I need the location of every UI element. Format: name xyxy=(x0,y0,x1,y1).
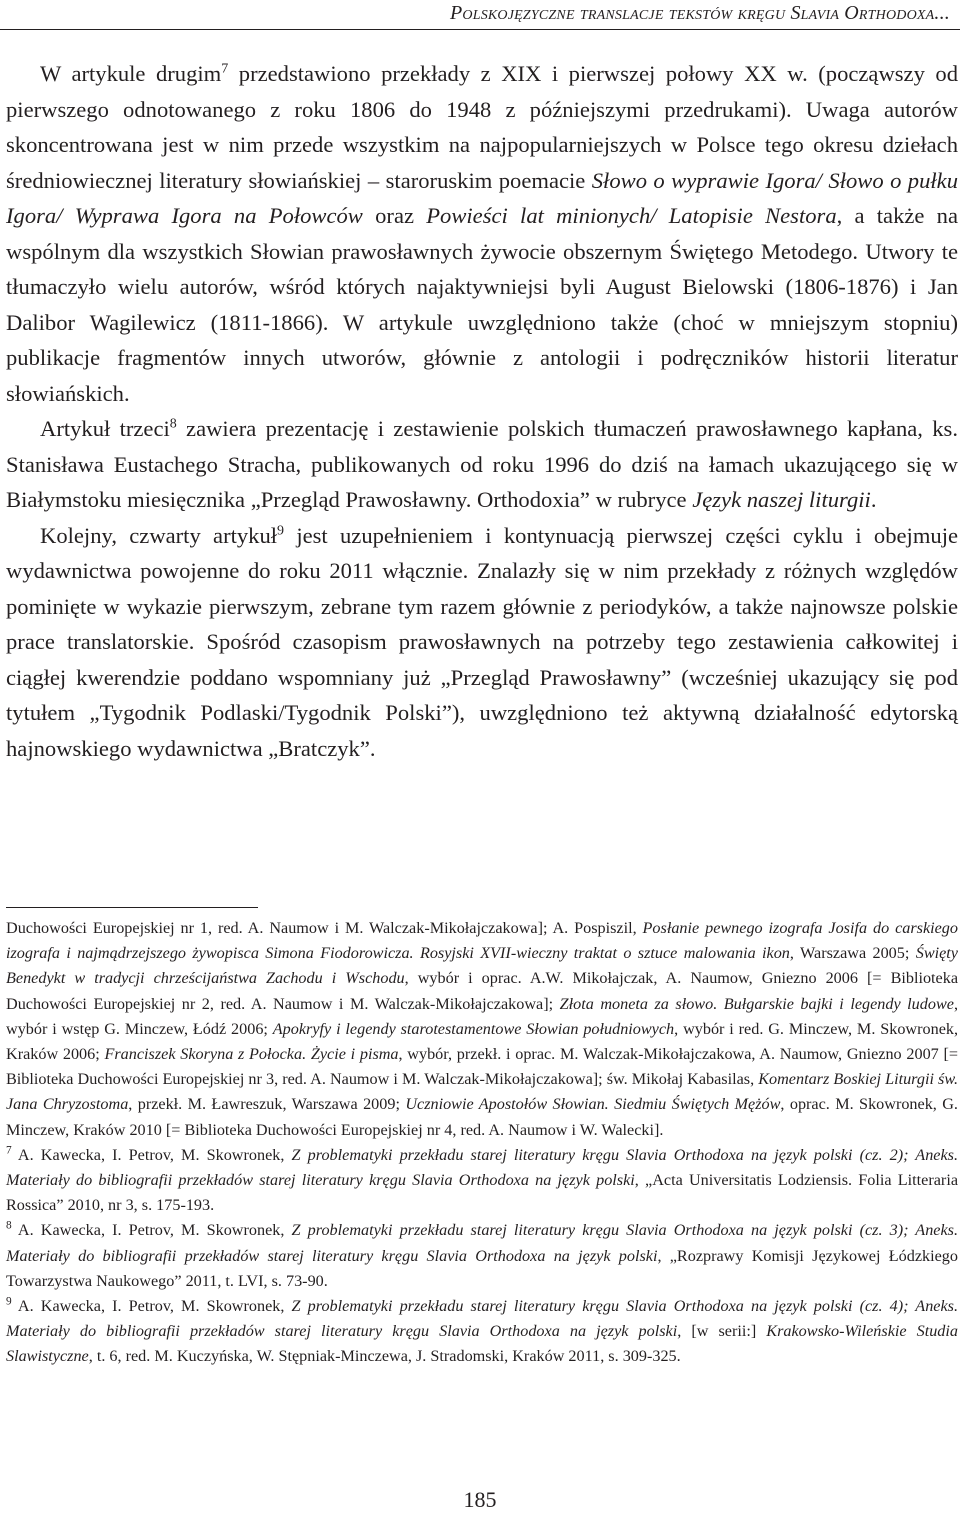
italic-text: Język naszej liturgii xyxy=(692,487,871,512)
italic-text: Franciszek Skoryna z Połocka. Życie i pisma xyxy=(104,1045,399,1064)
footnote-ref: 9 xyxy=(277,522,285,538)
italic-text: Z problematyki przekładu starej literatury kręgu Slavia Orthodoxa na język polski (cz. 2); Aneks. Materiały do bibliografii przekładów starej literatury kręgu Slavia Orthodoxa na język polski xyxy=(6,1145,959,1190)
text-run: A. Kawecka, I. Petrov, M. Skowronek, xyxy=(11,1297,292,1316)
text-run: A. Kawecka, I. Petrov, M. Skowronek, xyxy=(11,1221,292,1240)
italic-text: Z problematyki przekładu starej literatury kręgu Slavia Orthodoxa na język polski (cz. 3); Aneks. Materiały do bibliografii przekładów starej literatury kręgu Slavia Orthodoxa na język polski xyxy=(6,1221,959,1265)
header-rule xyxy=(0,29,960,30)
text-run: zawiera prezentację i zestawienie polskich tłumaczeń prawosławnego kapłana, ks. Stanisława Eustachego Stracha, publikowanych od roku 1996 do dziś na łamach ukazującego się w Białymstoku miesięcznika „Przegląd Prawosławny. Orthodoxia” w rubryce xyxy=(6,416,958,512)
footnote-continuation xyxy=(6,916,958,1143)
italic-text: Słowo o wyprawie Igora/ Słowo o pułku Igora/ Wyprawa Igora na Połowców xyxy=(6,167,959,228)
italic-text: Powieści lat minionych/ Latopisie Nestora xyxy=(426,203,837,228)
text-run: , „Rozprawy Komisji Językowej Łódzkiego Towarzystwa Naukowego” 2011, t. LVI, s. 73-90. xyxy=(6,1246,958,1290)
footnote-ref: 7 xyxy=(6,1144,12,1157)
footnote-8 xyxy=(6,1218,958,1294)
text-run: , wybór, przekł. i oprac. M. Walczak-Mikołajczakowa, A. Naumow, Gniezno 2007 [= Biblioteka Duchowości Europejskiej nr 3, red. A. Naumow i M. Walczak-Mikołajczakowa]; św. Mikołaj Kabasilas, xyxy=(6,1045,959,1089)
italic-text: Święty Benedykt w tradycji chrześcijaństwa Zachodu i Wschodu xyxy=(6,944,958,988)
paragraph-1 xyxy=(6,56,958,411)
paragraph-2 xyxy=(6,411,958,518)
footnote-ref: 8 xyxy=(169,416,177,432)
text-run: Duchowości Europejskiej nr 1, red. A. Naumow i M. Walczak-Mikołajczakowa]; A. Pospiszil, xyxy=(6,919,643,937)
page-number: 185 xyxy=(463,1487,497,1512)
paragraph-3 xyxy=(6,518,958,767)
footnotes xyxy=(6,916,958,1370)
text-run: , Warszawa 2005; xyxy=(789,944,916,963)
body-text xyxy=(6,56,958,766)
footnote-7 xyxy=(6,1143,958,1219)
footnote-rule xyxy=(6,907,258,908)
text-run: , [w serii:] xyxy=(677,1322,767,1341)
text-run: , oprac. M. Skowronek, G. Minczew, Kraków 2010 [= Biblioteka Duchowości Europejskiej nr 4, red. A. Naumow i W. Walecki]. xyxy=(6,1095,958,1139)
italic-text: Komentarz Boskiej Liturgii św. Jana Chryzostoma xyxy=(6,1070,958,1114)
text-run: W artykule drugim xyxy=(40,61,222,86)
text-run: , wybór i red. G. Minczew, M. Skowronek, Kraków 2006; xyxy=(6,1019,959,1064)
italic-text: Złota moneta za słowo. Bułgarskie bajki i legendy ludowe xyxy=(559,994,954,1013)
footnote-ref: 9 xyxy=(6,1295,12,1308)
text-run: oraz xyxy=(362,203,427,228)
italic-text: Posłanie pewnego izografa Josifa do carskiego izografa i najmądrzejszego żywopisca Simona Fiodorowicza. Rosyjski XVII-wieczny traktat o sztuce malowania ikon xyxy=(6,919,958,963)
text-run: , t. 6, red. M. Kuczyńska, W. Stępniak-Minczewa, J. Stradomski, Kraków 2011, s. 309-325. xyxy=(88,1347,681,1366)
text-run: , wybór i oprac. A.W. Mikołajczak, A. Naumow, Gniezno 2006 [= Biblioteka Duchowości Europejskiej nr 2, red. A. Naumow i M. Walczak-Mikołajczakowa]; xyxy=(6,969,959,1013)
italic-text: Uczniowie Apostołów Słowian. Siedmiu Świętych Mężów xyxy=(405,1095,781,1114)
text-run: . xyxy=(870,487,877,512)
italic-text: Krakowsko-Wileńskie Studia Slawistyczne xyxy=(6,1322,958,1366)
text-run: , a także na wspólnym dla wszystkich Słowian prawosławnych żywocie obszernym Świętego Metodego. Utwory te tłumaczyło wielu autorów, wśród których najaktywniejsi byli August Bielowski (1806-1876) i Jan Dalibor Wagilewicz (1811-1866). W artykule uwzględniono także (choć w mniejszym stopniu) publikacje fragmentów innych utworów, głównie z antologii i podręczników historii literatur słowiańskich. xyxy=(6,203,958,406)
text-run: , „Acta Universitatis Lodziensis. Folia Litteraria Rossica” 2010, nr 3, s. 175-193. xyxy=(6,1171,958,1215)
italic-text: Apokryfy i legendy starotestamentowe Słowian południowych xyxy=(272,1019,675,1038)
text-run: , wybór i wstęp G. Minczew, Łódź 2006; xyxy=(6,994,958,1038)
text-run: jest uzupełnieniem i kontynuacją pierwszej części cyklu i obejmuje wydawnictwa powojenne do roku 2011 włącznie. Znalazły się w nim przekłady z różnych względów pominięte w wykazie pierwszym, zebrane tym razem głównie z periodyków, a także najnowsze polskie prace translatorskie. Spośród czasopism prawosławnych na potrzeby tego zestawienia całkowitej i ciągłej kwerendzie poddano wspomniany już „Przegląd Prawosławny” (wcześniej ukazujący się pod tytułem „Tygodnik Podlaski/Tygodnik Polski”), uwzględniono też aktywną działalność edytorską hajnowskiego wydawnictwa „Bratczyk”. xyxy=(6,522,958,761)
running-head: Polskojęzyczne translacje tekstów kręgu Slavia Orthodoxa... xyxy=(449,2,950,24)
text-run: Kolejny, czwarty artykuł xyxy=(40,522,278,548)
footnote-9 xyxy=(6,1294,958,1370)
text-run: A. Kawecka, I. Petrov, M. Skowronek, xyxy=(11,1145,292,1164)
text-run: Artykuł trzeci xyxy=(40,416,170,441)
italic-text: Z problematyki przekładu starej literatury kręgu Slavia Orthodoxa na język polski (cz. 4); Aneks. Materiały do bibliografii przekładów starej literatury kręgu Slavia Orthodoxa na język polski xyxy=(6,1297,959,1341)
text-run: , przekł. M. Ławreszuk, Warszawa 2009; xyxy=(128,1095,406,1114)
footnote-ref: 7 xyxy=(221,61,229,77)
footnote-ref: 8 xyxy=(6,1220,12,1233)
text-run: przedstawiono przekłady z XIX i pierwszej połowy XX w. (począwszy od pierwszego odnotowanego z roku 1806 do 1948 z późniejszymi przedrukami). Uwaga autorów skoncentrowana jest w nim przede wszystkim na najpopularniejszych w Polsce tego okresu dziełach średniowiecznej literatury słowiańskiej – staroruskim poemacie xyxy=(6,61,958,193)
